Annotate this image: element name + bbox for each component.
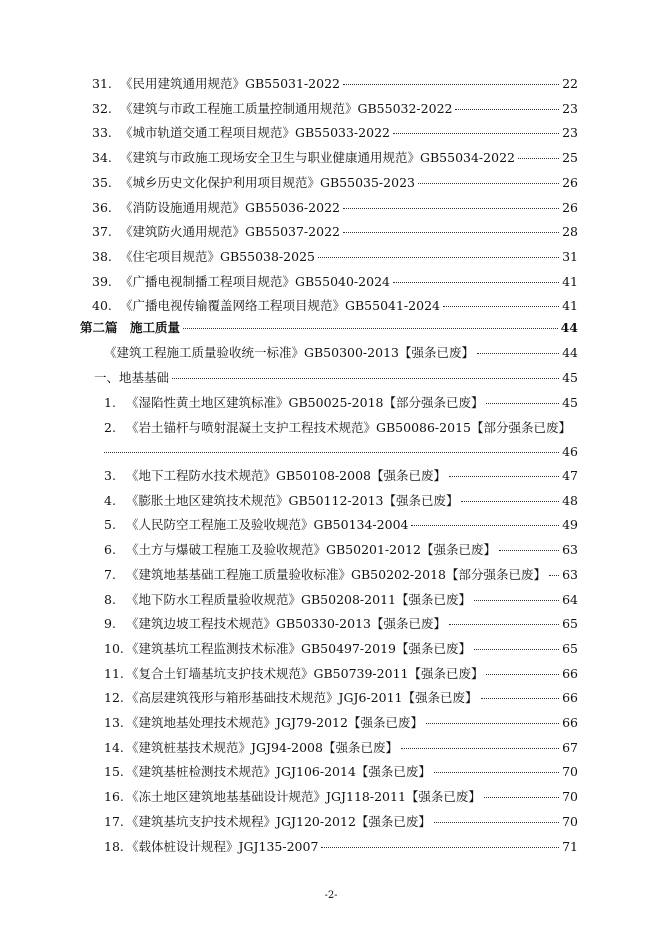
entry-title: 《湿陷性黄土地区建筑标准》GB50025-2018【部分强条已废】: [126, 395, 484, 410]
toc-entry[interactable]: [104, 542, 578, 560]
entry-number: 6.: [104, 542, 116, 558]
toc-entry[interactable]: [92, 101, 578, 119]
entry-page: 65: [562, 640, 578, 656]
toc-leader: [318, 257, 559, 258]
toc-general-entry[interactable]: [104, 345, 578, 363]
toc-entry[interactable]: [104, 764, 578, 782]
toc-section-heading[interactable]: [94, 370, 578, 388]
toc-entry[interactable]: [92, 274, 578, 292]
entry-title: 《复合土钉墙基坑支护技术规范》GB50739-2011【强条已废】: [126, 665, 484, 681]
entry-label: [104, 715, 423, 731]
entry-number: 15.: [104, 764, 124, 780]
entry-label: [104, 542, 496, 558]
entry-page: 66: [562, 715, 578, 730]
entry-page: 26: [562, 174, 578, 190]
entry-number: 18.: [104, 838, 124, 854]
entry-number: 35.: [92, 174, 112, 190]
entry-page: 66: [562, 665, 578, 681]
entry-number: 11.: [104, 665, 124, 681]
entry-label: [92, 298, 440, 314]
entry-number: 36.: [92, 199, 112, 215]
toc-entry[interactable]: [104, 493, 578, 511]
toc-entry[interactable]: [92, 175, 578, 193]
entry-page: 31: [562, 248, 578, 264]
toc-entry[interactable]: [104, 517, 578, 535]
entry-label: [104, 641, 471, 657]
entry-title: 《人民防空工程施工及验收规范》GB50134-2004: [126, 517, 409, 533]
entry-number: 33.: [92, 125, 112, 141]
entry-label: [92, 76, 340, 92]
entry-title: 《建筑与市政施工现场安全卫生与职业健康通用规范》GB55034-2022: [120, 150, 515, 166]
toc-entry[interactable]: [104, 641, 578, 659]
entry-page: 63: [562, 542, 578, 558]
entry-page: 47: [562, 468, 578, 483]
entry-label: [104, 789, 481, 805]
entry-label: [104, 690, 478, 706]
entry-label: [92, 175, 415, 191]
entry-number: 9.: [104, 616, 116, 632]
entry-title: 《冻土地区建筑地基基础设计规范》JGJ118-2011【强条已废】: [126, 789, 481, 805]
entry-title: 《建筑地基处理技术规范》JGJ79-2012【强条已废】: [126, 715, 423, 730]
part-heading-page: 44: [560, 320, 578, 335]
entry-label: [104, 616, 446, 632]
entry-number: 38.: [92, 248, 112, 264]
entry-page: 41: [562, 273, 578, 289]
toc-entry[interactable]: [92, 200, 578, 218]
toc-entry[interactable]: [92, 76, 578, 94]
toc-entry[interactable]: [104, 468, 578, 486]
toc-entry[interactable]: [92, 298, 578, 316]
entry-label: [104, 592, 471, 608]
toc-leader: [486, 403, 559, 404]
entry-label: [104, 764, 431, 780]
toc-leader: [518, 158, 559, 159]
toc-entry[interactable]: [92, 150, 578, 168]
toc-leader: [449, 476, 559, 477]
general-entry-title: 《建筑工程施工质量验收统一标准》GB50300-2013【强条已废】: [104, 345, 474, 360]
toc-leader: [343, 208, 559, 209]
entry-title: 《广播电视传输覆盖网络工程项目规范》GB55041-2024: [120, 298, 440, 314]
toc-leader: [401, 748, 559, 749]
toc-leader: [418, 183, 559, 184]
entry-page: 23: [562, 125, 578, 141]
entry-title: 《地下工程防水技术规范》GB50108-2008【强条已废】: [126, 468, 446, 483]
entry-title: 《土方与爆破工程施工及验收规范》GB50201-2012【强条已废】: [126, 542, 496, 558]
entry-label: [104, 814, 431, 830]
toc-leader: [549, 575, 559, 576]
toc-entry[interactable]: [92, 224, 578, 242]
entry-title: 《建筑基坑支护技术规程》JGJ120-2012【强条已废】: [126, 813, 431, 829]
toc-entry[interactable]: [92, 249, 578, 267]
entry-title: 《岩土锚杆与喷射混凝土支护工程技术规范》GB50086-2015【部分强条已废】: [126, 420, 571, 435]
toc-leader: [443, 306, 559, 307]
toc-leader: [343, 232, 559, 233]
toc-entry[interactable]: [92, 125, 578, 143]
page-footer-number: -2-: [324, 890, 338, 901]
toc-leader: [461, 501, 559, 502]
entry-number: 4.: [104, 492, 116, 508]
entry-label: [92, 150, 515, 166]
entry-label: [92, 249, 315, 265]
entry-page: 23: [562, 100, 578, 116]
entry-label: [92, 101, 452, 117]
entry-title: 《膨胀土地区建筑技术规范》GB50112-2013【强条已废】: [126, 492, 459, 508]
toc-leader: [172, 378, 559, 379]
entry-label: [104, 395, 483, 411]
entry-title: 《城市轨道交通工程项目规范》GB55033-2022: [120, 125, 390, 141]
toc-leader: [434, 772, 559, 773]
entry-number: 13.: [104, 715, 124, 730]
toc-leader: [481, 698, 560, 699]
entry-page: 66: [562, 690, 578, 706]
entry-label: [104, 567, 546, 583]
entry-page: 22: [562, 76, 578, 91]
entry-page: 26: [562, 199, 578, 215]
entry-title: 《建筑桩基技术规范》JGJ94-2008【强条已废】: [126, 739, 398, 755]
toc-leader: [343, 84, 559, 85]
entry-page: 25: [562, 150, 578, 166]
toc-part-heading[interactable]: [80, 320, 578, 338]
entry-number: 12.: [104, 690, 124, 706]
entry-label: [92, 200, 340, 216]
toc-entry[interactable]: [104, 616, 578, 634]
toc-entry-wrapped[interactable]: [104, 420, 571, 436]
entry-label: [104, 740, 398, 756]
entry-title: 《建筑地基基础工程施工质量验收标准》GB50202-2018【部分强条已废】: [126, 566, 546, 582]
entry-number: 8.: [104, 591, 116, 607]
toc-leader: [486, 674, 559, 675]
toc-leader: [393, 133, 559, 134]
toc-entry[interactable]: [104, 567, 578, 585]
section-heading-title: 一、地基基础: [94, 370, 170, 385]
toc-leader: [104, 452, 559, 453]
part-heading-title: 第二篇 施工质量: [80, 320, 181, 335]
entry-title: 《地下防水工程质量验收规范》GB50208-2011【强条已废】: [126, 591, 471, 607]
entry-title: 《高层建筑筏形与箱形基础技术规范》JGJ6-2011【强条已废】: [126, 690, 478, 706]
toc-leader: [321, 847, 559, 848]
entry-number: 7.: [104, 566, 116, 582]
entry-number: 1.: [104, 395, 116, 410]
toc-leader: [393, 282, 559, 283]
entry-page: 28: [562, 224, 578, 240]
entry-number: 16.: [104, 789, 124, 805]
toc-entry[interactable]: [104, 814, 578, 832]
entry-number: 31.: [92, 76, 112, 91]
entry-page: 67: [562, 739, 578, 755]
entry-number: 14.: [104, 739, 124, 755]
entry-page: 71: [562, 838, 578, 854]
entry-title: 《住宅项目规范》GB55038-2025: [120, 248, 315, 264]
toc-leader: [411, 525, 559, 526]
entry-number: 2.: [104, 420, 116, 435]
toc-leader: [434, 822, 559, 823]
entry-number: 10.: [104, 640, 124, 656]
toc-leader: [477, 353, 559, 354]
entry-number: 3.: [104, 468, 116, 483]
toc-leader: [455, 109, 559, 110]
entry-title: 《建筑与市政工程施工质量控制通用规范》GB55032-2022: [120, 100, 453, 116]
entry-page: 49: [562, 517, 578, 533]
entry-label: [104, 839, 318, 855]
entry-page: 41: [562, 298, 578, 314]
entry-title: 《民用建筑通用规范》GB55031-2022: [120, 76, 340, 91]
toc-entry-wrapped-continuation[interactable]: [104, 444, 578, 462]
entry-title: 《建筑基坑工程监测技术标准》GB50497-2019【强条已废】: [126, 640, 471, 656]
entry-page: 46: [562, 444, 578, 459]
entry-number: 39.: [92, 273, 112, 289]
entry-title: 《建筑防火通用规范》GB55037-2022: [120, 224, 340, 240]
entry-page: 70: [562, 764, 578, 780]
toc-leader: [474, 649, 559, 650]
entry-page: 48: [562, 492, 578, 508]
entry-page: 64: [562, 591, 578, 607]
entry-page: 63: [562, 566, 578, 582]
toc-entry[interactable]: [104, 592, 578, 610]
entry-number: 17.: [104, 813, 124, 829]
toc-leader: [183, 328, 558, 329]
entry-page: 70: [562, 813, 578, 829]
entry-title: 《城乡历史文化保护利用项目规范》GB55035-2023: [120, 174, 415, 190]
toc-entry[interactable]: [104, 666, 578, 684]
entry-label: [92, 224, 340, 240]
entry-label: [104, 468, 446, 484]
general-entry-page: 44: [562, 345, 578, 360]
entry-page: 65: [562, 616, 578, 632]
section-heading-page: 45: [562, 370, 578, 385]
toc-leader: [426, 723, 559, 724]
entry-title: 《建筑边坡工程技术规范》GB50330-2013【强条已废】: [126, 616, 446, 632]
entry-label: [104, 517, 408, 533]
entry-number: 32.: [92, 100, 112, 116]
entry-title: 《消防设施通用规范》GB55036-2022: [120, 199, 340, 215]
entry-label: [104, 493, 458, 509]
entry-number: 37.: [92, 224, 112, 240]
toc-leader: [499, 550, 559, 551]
toc-leader: [474, 600, 559, 601]
toc-entry[interactable]: [104, 395, 578, 413]
entry-label: [92, 274, 390, 290]
entry-title: 《载体桩设计规程》JGJ135-2007: [126, 838, 319, 854]
toc-entry[interactable]: [104, 715, 578, 733]
toc-entry[interactable]: [104, 690, 578, 708]
entry-title: 《广播电视制播工程项目规范》GB55040-2024: [120, 273, 390, 289]
entry-title: 《建筑基桩检测技术规范》JGJ106-2014【强条已废】: [126, 764, 431, 780]
toc-entry[interactable]: [104, 740, 578, 758]
toc-leader: [449, 624, 559, 625]
toc-entry[interactable]: [104, 789, 578, 807]
toc-leader: [484, 797, 559, 798]
entry-number: 40.: [92, 298, 112, 314]
entry-page: 45: [562, 395, 578, 410]
toc-entry[interactable]: [104, 839, 578, 857]
entry-label: [92, 125, 390, 141]
entry-label: [104, 666, 483, 682]
entry-number: 5.: [104, 517, 116, 533]
entry-page: 70: [562, 789, 578, 805]
entry-number: 34.: [92, 150, 112, 166]
